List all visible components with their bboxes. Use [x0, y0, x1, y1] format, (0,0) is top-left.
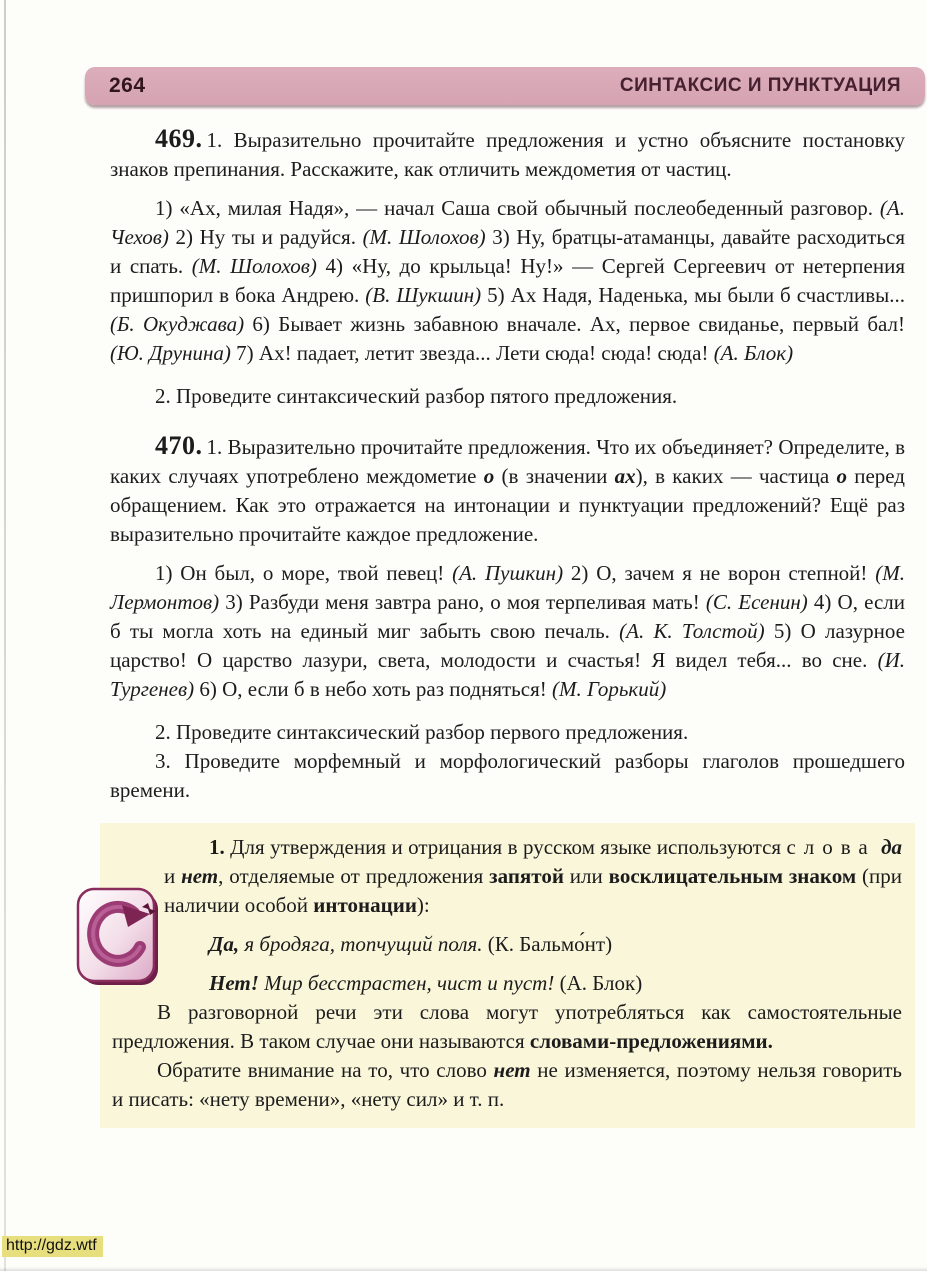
rule-paragraph-1: 1. Для утверждения и отрицания в русском языке используются слова да и нет, отделяемые от предложения запятой или восклицательным знаком (при наличии особой интонации): [164, 835, 903, 917]
watermark-link[interactable]: http://gdz.wtf [2, 1236, 103, 1257]
exercise-469-task2: 2. Проведите синтаксический разбор пятого предложения. [155, 384, 678, 408]
exercise-469-number: 469. [155, 124, 203, 153]
exercise-470-sentences: 1) Он был, о море, твой певец! (А. Пушкин) 2) О, зачем я не ворон степной! (М. Лермонтов) 3) Разбуди меня завтра рано, о моя терпеливая мать! (С. Есенин) 4) О, если б ты могла хоть на единый миг забыть свою печаль. (А. К. Толстой) 5) О лазурное царство! О царство лазури, света, молодости и счастья! Я видел тебя... во сне. (И. Тургенев) 6) О, если б в небо хоть раз подняться! (М. Горький) [110, 561, 905, 701]
page-bottom-edge [0, 1267, 927, 1271]
exercise-470-task1: 1. Выразительно прочитайте предложения. Что их объединяет? Определите, в каких случаях употреблено междометие о (в значении ах), в каких — частица о перед обращением. Как это отражается на интонации и пунктуации предложений? Ещё раз выразительно прочитайте каждое предложение. [110, 435, 905, 546]
rule-paragraph-2: В разговорной речи эти слова могут употребляться как самостоятельные предложения. В таком случае они называются словами-предложениями. [112, 1000, 902, 1053]
rule-example-1: Да, я бродяга, топчущий поля. (К. Бальмо́нт) [209, 932, 613, 956]
exercise-470-intro [110, 431, 905, 549]
exercise-469-intro [110, 124, 905, 184]
rule-paragraph-3: Обратите внимание на то, что слово нет не изменяется, поэтому нельзя говорить и писать: «нету времени», «нету сил» и т. п. [112, 1058, 902, 1111]
page-left-edge [4, 0, 6, 1271]
section-title: СИНТАКСИС И ПУНКТУАЦИЯ [619, 75, 901, 96]
exercise-469-sentences: 1) «Ах, милая Надя», — начал Саша свой обычный послеобеденный разговор. (А. Чехов) 2) Ну ты и радуйся. (М. Шолохов) 3) Ну, братцы-атаманцы, давайте расходиться и спать. (М. Шолохов) 4) «Ну, до крыльца! Ну!» — Сергей Сергеевич от нетерпения пришпорил в бока Андрею. (В. Шукшин) 5) Ах Надя, Наденька, мы были б счастливы... (Б. Окуджава) 6) Бывает жизнь забавною вначале. Ах, первое свиданье, первый бал! (Ю. Друнина) 7) Ах! падает, летит звезда... Лети сюда! сюда! сюда! (А. Блок) [110, 196, 905, 365]
exercise-469-task1: 1. Выразительно прочитайте предложения и устно объясните постановку знаков препинания. Расскажите, как отличить междометия от частиц. [110, 128, 905, 181]
rule-example-2: Нет! Мир бесстрастен, чист и пуст! (А. Блок) [209, 971, 643, 995]
page-body [110, 124, 905, 1128]
curved-arrow-rule-icon [76, 887, 160, 987]
page-number: 264 [109, 74, 146, 97]
chapter-header-bar [85, 67, 925, 105]
exercise-470-task3: 3. Проведите морфемный и морфологический разборы глаголов прошедшего времени. [110, 749, 905, 802]
exercise-470-task2: 2. Проведите синтаксический разбор первого предложения. [155, 720, 689, 744]
rule-box [100, 823, 915, 1128]
exercise-470-number: 470. [155, 431, 203, 460]
